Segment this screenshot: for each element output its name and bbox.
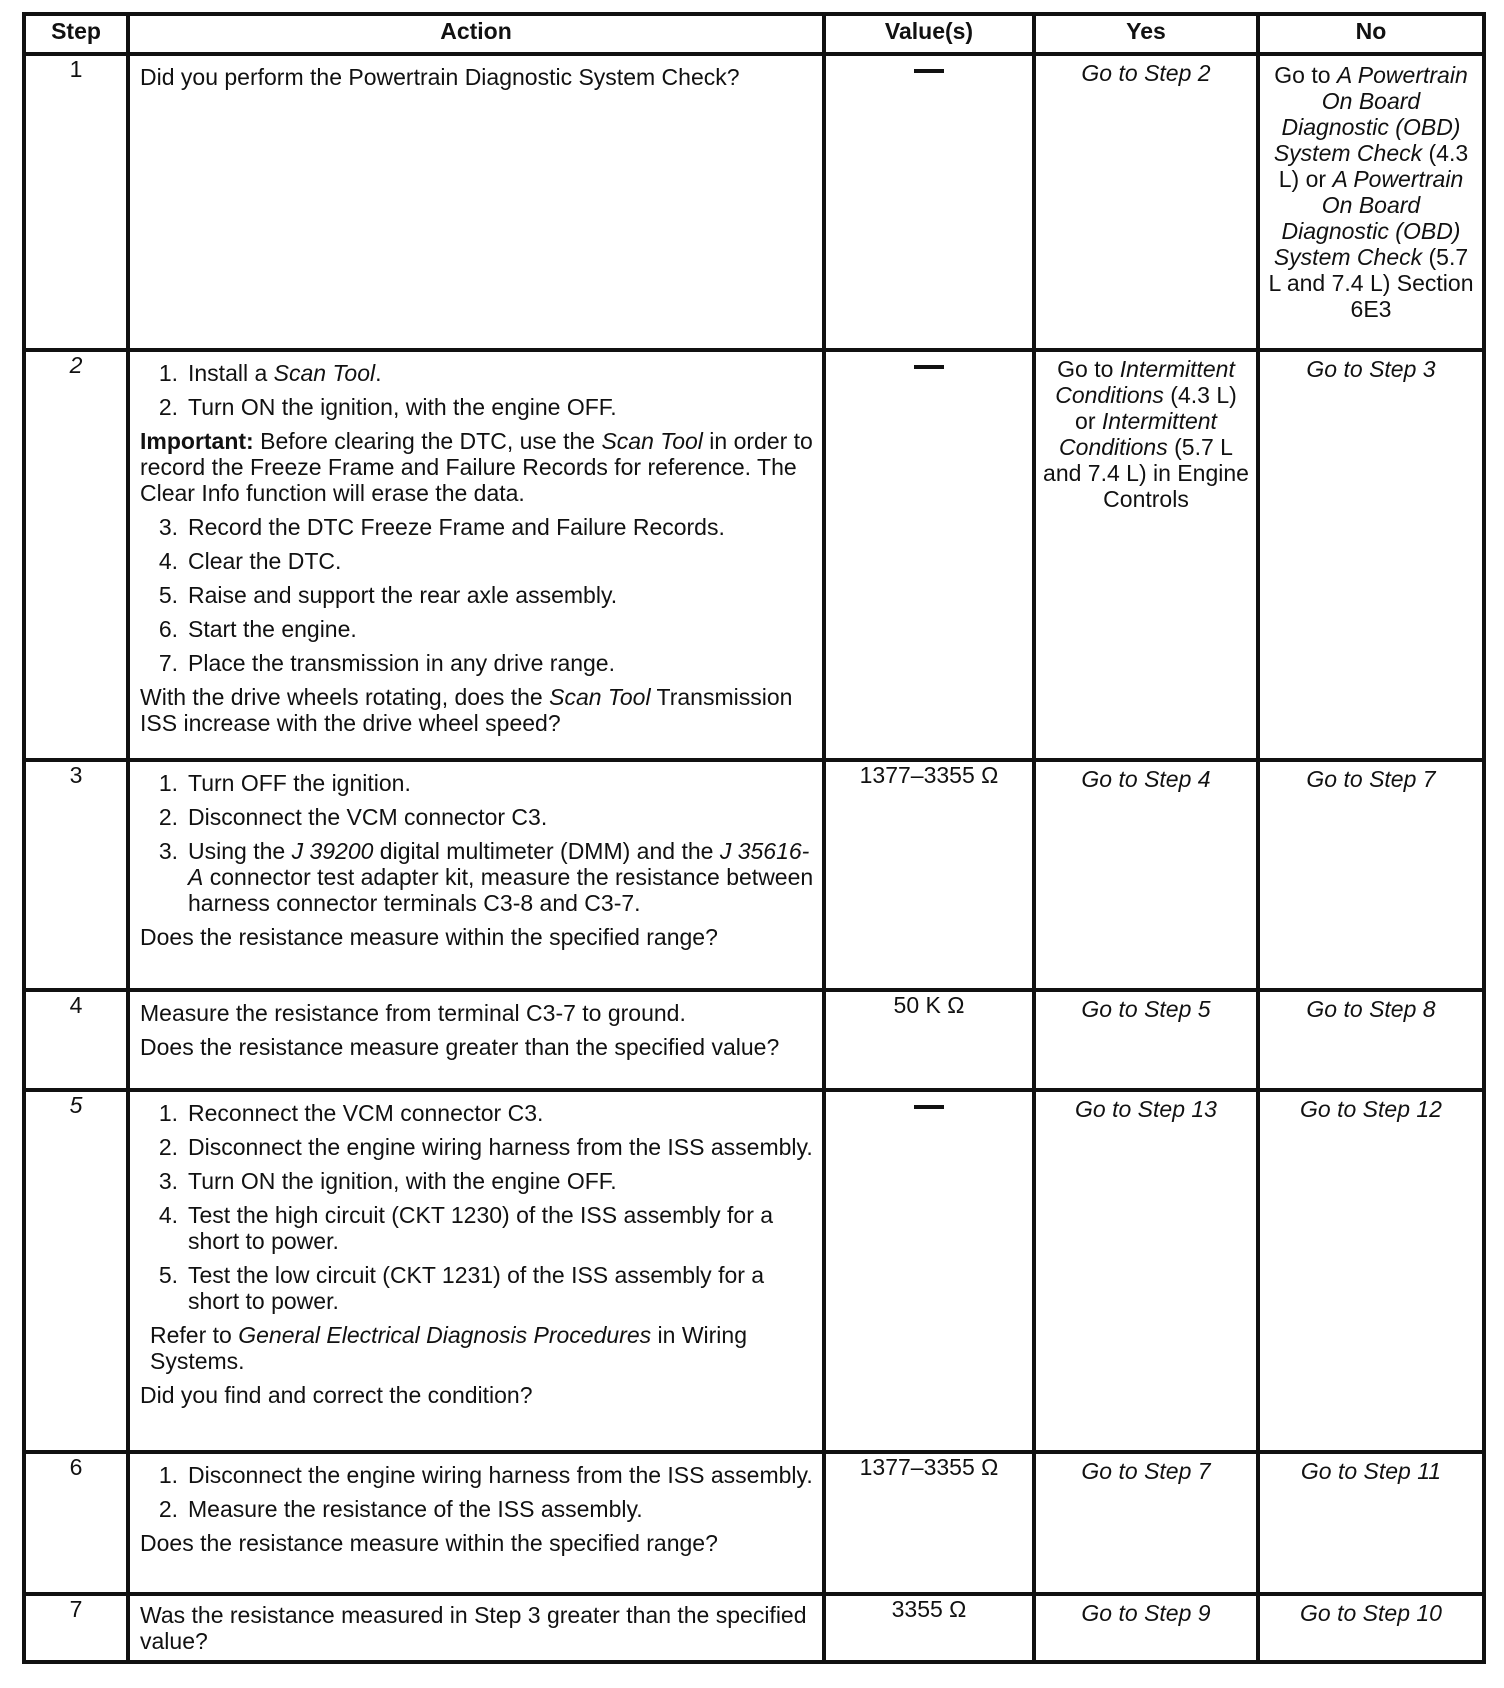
action-cell bbox=[128, 1452, 824, 1594]
header-action: Action bbox=[128, 14, 824, 54]
list-item: 4. Clear the DTC. bbox=[158, 548, 342, 574]
yes-cell bbox=[1034, 990, 1258, 1090]
action-question: Was the resistance measured in Step 3 greater than the specified value? bbox=[140, 1602, 807, 1654]
list-item: 3. Record the DTC Freeze Frame and Failure Records. bbox=[158, 514, 725, 540]
action-question: Did you perform the Powertrain Diagnostic System Check? bbox=[140, 64, 740, 90]
yes-cell bbox=[1034, 54, 1258, 350]
no-link-1[interactable]: A Powertrain On Board Diagnostic (OBD) System Check bbox=[1273, 62, 1468, 166]
no-link[interactable]: Go to Step 10 bbox=[1300, 1600, 1442, 1626]
yes-cell bbox=[1034, 1594, 1258, 1662]
no-text-2: (4.3 L) or bbox=[1278, 140, 1469, 192]
no-cell bbox=[1258, 54, 1484, 350]
action-question: With the drive wheels rotating, does the Scan Tool Transmission ISS increase with the drive wheel speed? bbox=[140, 684, 793, 736]
reference-link[interactable]: General Electrical Diagnosis Procedures bbox=[238, 1322, 652, 1348]
yes-link[interactable]: Go to Step 13 bbox=[1075, 1096, 1217, 1122]
step-number: 1 bbox=[24, 54, 128, 350]
value-cell bbox=[824, 350, 1034, 760]
action-cell bbox=[128, 760, 824, 990]
action-text: Measure the resistance from terminal C3-7 to ground. bbox=[140, 1000, 686, 1026]
scan-tool-term: Scan Tool bbox=[273, 360, 376, 386]
action-cell bbox=[128, 990, 824, 1090]
value-cell: 3355 Ω bbox=[824, 1594, 1034, 1662]
list-item: 6. Start the engine. bbox=[158, 616, 357, 642]
value-cell: 1377–3355 Ω bbox=[824, 1452, 1034, 1594]
table-row-step-1 bbox=[24, 54, 1484, 350]
no-cell bbox=[1258, 760, 1484, 990]
no-link[interactable]: Go to Step 12 bbox=[1300, 1096, 1442, 1122]
no-cell bbox=[1258, 1090, 1484, 1452]
value-cell: 50 K Ω bbox=[824, 990, 1034, 1090]
no-cell bbox=[1258, 990, 1484, 1090]
step-number: 4 bbox=[24, 990, 128, 1090]
yes-cell bbox=[1034, 1090, 1258, 1452]
no-text-1: Go to bbox=[1274, 62, 1337, 88]
no-link[interactable]: Go to Step 7 bbox=[1306, 766, 1436, 792]
action-question: Does the resistance measure greater than the specified value? bbox=[140, 1034, 780, 1060]
yes-link[interactable]: Go to Step 2 bbox=[1081, 60, 1211, 86]
step-number: 7 bbox=[24, 1594, 128, 1662]
action-question: Does the resistance measure within the specified range? bbox=[140, 924, 718, 950]
value-dash bbox=[914, 365, 944, 369]
yes-link[interactable]: Go to Step 7 bbox=[1081, 1458, 1211, 1484]
list-item: 2. Disconnect the engine wiring harness from the ISS assembly. bbox=[158, 1134, 813, 1160]
step-number: 5 bbox=[24, 1090, 128, 1452]
header-step: Step bbox=[24, 14, 128, 54]
table-row-step-3 bbox=[24, 760, 1484, 990]
header-no: No bbox=[1258, 14, 1484, 54]
table-row-step-7 bbox=[24, 1594, 1484, 1662]
list-item: 3. Turn ON the ignition, with the engine OFF. bbox=[158, 1168, 617, 1194]
yes-link[interactable]: Go to Step 9 bbox=[1081, 1600, 1211, 1626]
value-dash bbox=[914, 69, 944, 73]
action-question: Did you find and correct the condition? bbox=[140, 1382, 533, 1408]
list-item: 1. Disconnect the engine wiring harness from the ISS assembly. bbox=[158, 1462, 813, 1488]
yes-cell bbox=[1034, 1452, 1258, 1594]
yes-link[interactable]: Go to Step 4 bbox=[1081, 766, 1211, 792]
yes-cell bbox=[1034, 760, 1258, 990]
diagnostic-table bbox=[22, 12, 1486, 1664]
no-cell bbox=[1258, 1452, 1484, 1594]
action-cell bbox=[128, 350, 824, 760]
action-cell bbox=[128, 54, 824, 350]
yes-link[interactable]: Go to Step 5 bbox=[1081, 996, 1211, 1022]
list-item: 1. Reconnect the VCM connector C3. bbox=[158, 1100, 544, 1126]
list-item: 1. Install a Scan Tool. bbox=[158, 360, 382, 386]
header-yes: Yes bbox=[1034, 14, 1258, 54]
table-row-step-2 bbox=[24, 350, 1484, 760]
yes-cell: Go to Intermittent Conditions (4.3 L) or Intermittent Conditions (5.7 L and 7.4 L) in Engine Controls bbox=[1034, 350, 1258, 760]
no-cell bbox=[1258, 1594, 1484, 1662]
value-dash bbox=[914, 1105, 944, 1109]
action-question: Does the resistance measure within the specified range? bbox=[140, 1530, 718, 1556]
important-note: Important: Before clearing the DTC, use the Scan Tool in order to record the Freeze Frame and Failure Records for reference. The Clear Info function will erase the data. bbox=[140, 428, 813, 506]
list-item: 1. Turn OFF the ignition. bbox=[158, 770, 411, 796]
list-item: 5. Test the low circuit (CKT 1231) of the ISS assembly for a short to power. bbox=[158, 1262, 765, 1314]
table-row-step-6 bbox=[24, 1452, 1484, 1594]
list-item: 4. Test the high circuit (CKT 1230) of the ISS assembly for a short to power. bbox=[158, 1202, 774, 1254]
header-values: Value(s) bbox=[824, 14, 1034, 54]
no-link[interactable]: Go to Step 3 bbox=[1306, 356, 1436, 382]
list-item: 2. Disconnect the VCM connector C3. bbox=[158, 804, 548, 830]
step-number: 2 bbox=[24, 350, 128, 760]
list-item: 2. Measure the resistance of the ISS assembly. bbox=[158, 1496, 643, 1522]
no-link-2[interactable]: A Powertrain On Board Diagnostic (OBD) System Check bbox=[1273, 166, 1464, 270]
list-item: 2. Turn ON the ignition, with the engine OFF. bbox=[158, 394, 617, 420]
action-cell bbox=[128, 1594, 824, 1662]
step-number: 3 bbox=[24, 760, 128, 990]
yes-link-1[interactable]: Intermittent Conditions bbox=[1055, 356, 1235, 408]
step-number: 6 bbox=[24, 1452, 128, 1594]
value-cell bbox=[824, 1090, 1034, 1452]
no-link[interactable]: Go to Step 11 bbox=[1300, 1458, 1442, 1484]
value-cell bbox=[824, 54, 1034, 350]
action-cell bbox=[128, 1090, 824, 1452]
list-item: 7. Place the transmission in any drive range. bbox=[158, 650, 615, 676]
no-cell bbox=[1258, 350, 1484, 760]
yes-link-2[interactable]: Intermittent Conditions bbox=[1059, 408, 1217, 460]
list-item: 3. Using the J 39200 digital multimeter (DMM) and the J 35616-A connector test adapter kit, measure the resistance between harness connector terminals C3-8 and C3-7. bbox=[158, 838, 814, 916]
no-text-3: (5.7 L and 7.4 L) Section 6E3 bbox=[1268, 244, 1474, 322]
header-row bbox=[24, 14, 1484, 54]
table-row-step-5 bbox=[24, 1090, 1484, 1452]
important-label: Important: bbox=[140, 428, 254, 454]
table-row-step-4 bbox=[24, 990, 1484, 1090]
reference-note: Refer to General Electrical Diagnosis Procedures in Wiring Systems. bbox=[150, 1322, 747, 1374]
value-cell: 1377–3355 Ω bbox=[824, 760, 1034, 990]
no-link[interactable]: Go to Step 8 bbox=[1306, 996, 1436, 1022]
list-item: 5. Raise and support the rear axle assembly. bbox=[158, 582, 618, 608]
